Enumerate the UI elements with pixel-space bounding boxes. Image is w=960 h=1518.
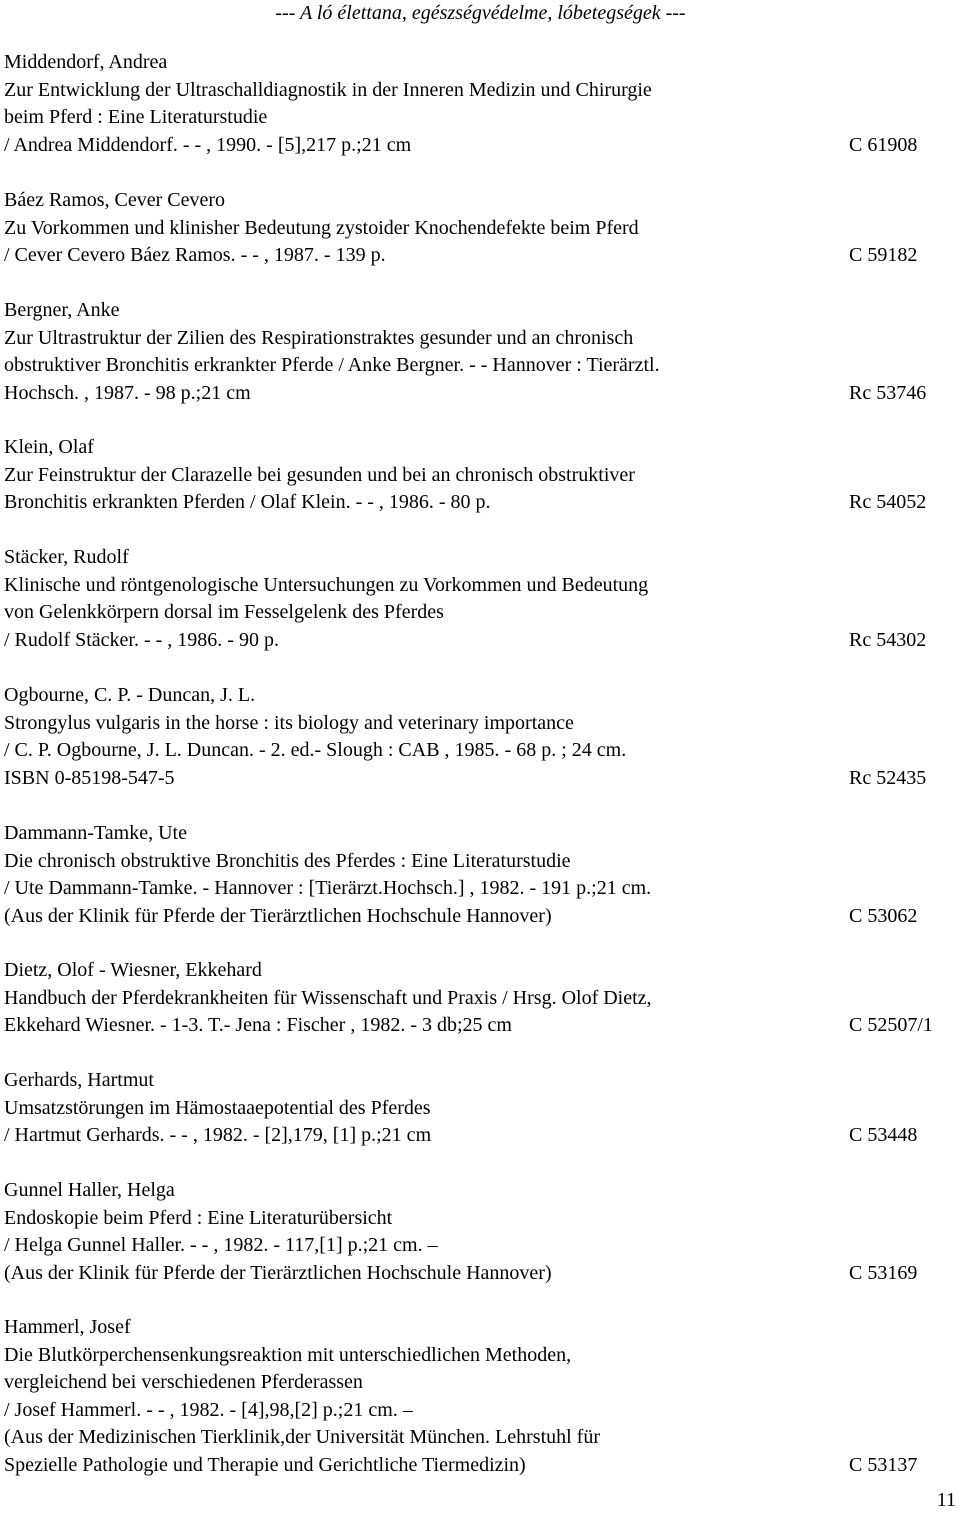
- entry-line-text: Stäcker, Rudolf: [4, 546, 129, 568]
- entry-line-text: Zur Feinstruktur der Clarazelle bei gesunden und bei an chronisch obstruktiver: [4, 463, 635, 486]
- bibliography-entry: [4, 957, 954, 1040]
- entry-text-line: [4, 1342, 954, 1370]
- call-number: C 53137: [849, 1453, 918, 1476]
- entry-line-text: ISBN 0-85198-547-5: [4, 766, 175, 789]
- bibliography-entry: [4, 434, 954, 517]
- entry-text-line: [4, 1122, 954, 1150]
- call-number: Rc 54052: [849, 491, 927, 513]
- entry-text-line: [4, 77, 954, 105]
- entry-line-text: Ogbourne, C. P. - Duncan, J. L.: [4, 684, 256, 706]
- entry-text-line: [4, 242, 954, 270]
- entry-line-text: Gerhards, Hartmut: [4, 1069, 154, 1091]
- entry-author: [4, 957, 954, 985]
- entry-author: [4, 434, 954, 462]
- entry-line-text: Die Blutkörperchensenkungsreaktion mit unterschiedlichen Methoden,: [4, 1343, 572, 1366]
- entry-author: [4, 49, 954, 77]
- entry-text-line: [4, 627, 954, 655]
- entry-text-line: [4, 325, 954, 353]
- entry-text-line: [4, 1260, 954, 1288]
- bibliography-entry: [4, 1314, 954, 1479]
- entry-text-line: [4, 1397, 954, 1425]
- entry-text-line: [4, 875, 954, 903]
- entry-line-text: Spezielle Pathologie und Therapie und Gerichtliche Tiermedizin): [4, 1453, 526, 1476]
- entry-text-line: [4, 132, 954, 160]
- entry-line-text: / Josef Hammerl. - - , 1982. - [4],98,[2] p.;21 cm. –: [4, 1398, 413, 1421]
- entry-line-text: (Aus der Klinik für Pferde der Tierärztlichen Hochschule Hannover): [4, 904, 552, 927]
- call-number: C 53062: [849, 904, 918, 927]
- bibliography-entry: [4, 544, 954, 654]
- entry-text-line: [4, 1369, 954, 1397]
- entry-line-text: Endoskopie beim Pferd : Eine Literaturübersicht: [4, 1206, 393, 1229]
- call-number: Rc 53746: [849, 381, 927, 404]
- call-number: Rc 54302: [849, 628, 927, 651]
- entry-line-text: (Aus der Klinik für Pferde der Tierärztlichen Hochschule Hannover): [4, 1261, 552, 1284]
- entry-text-line: [4, 1452, 954, 1480]
- entry-author: [4, 682, 954, 710]
- entry-text-line: [4, 462, 954, 490]
- call-number: C 52507/1: [849, 1014, 933, 1036]
- entry-text-line: [4, 737, 954, 765]
- entry-text-line: [4, 215, 954, 243]
- call-number: Rc 52435: [849, 766, 927, 789]
- entry-line-text: (Aus der Medizinischen Tierklinik,der Universität München. Lehrstuhl für: [4, 1426, 600, 1448]
- call-number: C 53169: [849, 1261, 918, 1284]
- running-header: --- A ló élettana, egészségvédelme, lóbetegségek ---: [275, 2, 686, 24]
- entry-text-line: [4, 848, 954, 876]
- bibliography-entry: [4, 1177, 954, 1287]
- entry-line-text: Bronchitis erkrankten Pferden / Olaf Klein. - - , 1986. - 80 p.: [4, 491, 491, 513]
- entry-line-text: Middendorf, Andrea: [4, 51, 168, 73]
- entry-author: [4, 187, 954, 215]
- entry-text-line: [4, 1095, 954, 1123]
- entry-line-text: Klein, Olaf: [4, 436, 94, 458]
- entry-line-text: Klinische und röntgenologische Untersuchungen zu Vorkommen und Bedeutung: [4, 573, 649, 596]
- entry-text-line: [4, 1424, 954, 1452]
- bibliography-entry: [4, 49, 954, 159]
- entry-line-text: Zu Vorkommen und klinisher Bedeutung zystoider Knochendefekte beim Pferd: [4, 216, 639, 239]
- entry-text-line: [4, 489, 954, 517]
- entry-line-text: Bergner, Anke: [4, 299, 120, 321]
- entry-text-line: [4, 903, 954, 931]
- entry-text-line: [4, 352, 954, 380]
- entry-text-line: [4, 765, 954, 793]
- entry-line-text: Handbuch der Pferdekrankheiten für Wissenschaft und Praxis / Hrsg. Olof Dietz,: [4, 986, 652, 1009]
- entry-text-line: [4, 572, 954, 600]
- entry-text-line: [4, 599, 954, 627]
- entry-line-text: / Cever Cevero Báez Ramos. - - , 1987. - 139 p.: [4, 244, 386, 266]
- entry-line-text: vergleichend bei verschiedenen Pferderassen: [4, 1371, 363, 1393]
- entry-line-text: / C. P. Ogbourne, J. L. Duncan. - 2. ed.- Slough : CAB , 1985. - 68 p. ; 24 cm.: [4, 739, 627, 761]
- entry-line-text: beim Pferd : Eine Literaturstudie: [4, 106, 268, 128]
- bibliography-entry: [4, 682, 954, 792]
- entry-line-text: Báez Ramos, Cever Cevero: [4, 189, 226, 211]
- entry-text-line: [4, 104, 954, 132]
- entry-line-text: Die chronisch obstruktive Bronchitis des Pferdes : Eine Literaturstudie: [4, 849, 571, 872]
- entry-line-text: Strongylus vulgaris in the horse : its biology and veterinary importance: [4, 711, 574, 734]
- call-number: C 53448: [849, 1124, 918, 1146]
- entry-line-text: Dietz, Olof - Wiesner, Ekkehard: [4, 959, 262, 981]
- bibliography-entry: [4, 820, 954, 930]
- entry-line-text: Zur Ultrastruktur der Zilien des Respirationstraktes gesunder und an chronisch: [4, 326, 634, 349]
- page-number: 11: [936, 1489, 956, 1511]
- entry-author: [4, 1314, 954, 1342]
- entry-author: [4, 297, 954, 325]
- bibliography-entry: [4, 297, 954, 407]
- entry-text-line: [4, 710, 954, 738]
- entry-line-text: Dammann-Tamke, Ute: [4, 822, 187, 844]
- entry-line-text: / Rudolf Stäcker. - - , 1986. - 90 p.: [4, 628, 279, 651]
- entry-line-text: / Hartmut Gerhards. - - , 1982. - [2],179, [1] p.;21 cm: [4, 1124, 432, 1146]
- bibliography-entry: [4, 187, 954, 270]
- entry-author: [4, 820, 954, 848]
- entry-author: [4, 1067, 954, 1095]
- entry-line-text: Hochsch. , 1987. - 98 p.;21 cm: [4, 381, 251, 404]
- entry-text-line: [4, 1205, 954, 1233]
- entry-line-text: Hammerl, Josef: [4, 1316, 131, 1338]
- entry-text-line: [4, 1232, 954, 1260]
- entry-author: [4, 544, 954, 572]
- entry-line-text: obstruktiver Bronchitis erkrankter Pferde / Anke Bergner. - - Hannover : Tierärztl.: [4, 354, 660, 376]
- entry-line-text: Gunnel Haller, Helga: [4, 1179, 175, 1201]
- call-number: C 61908: [849, 133, 918, 156]
- entry-text-line: [4, 1012, 954, 1040]
- entry-author: [4, 1177, 954, 1205]
- entry-line-text: Zur Entwicklung der Ultraschalldiagnostik in der Inneren Medizin und Chirurgie: [4, 78, 652, 101]
- entry-line-text: Umsatzstörungen im Hämostaaepotential des Pferdes: [4, 1096, 431, 1119]
- call-number: C 59182: [849, 244, 918, 266]
- entry-text-line: [4, 985, 954, 1013]
- entry-line-text: / Ute Dammann-Tamke. - Hannover : [Tierärzt.Hochsch.] , 1982. - 191 p.;21 cm.: [4, 877, 652, 899]
- entry-line-text: / Helga Gunnel Haller. - - , 1982. - 117,[1] p.;21 cm. –: [4, 1234, 438, 1256]
- entry-text-line: [4, 380, 954, 408]
- entry-line-text: / Andrea Middendorf. - - , 1990. - [5],217 p.;21 cm: [4, 133, 412, 156]
- entry-line-text: Ekkehard Wiesner. - 1-3. T.- Jena : Fischer , 1982. - 3 db;25 cm: [4, 1014, 512, 1036]
- entry-line-text: von Gelenkkörpern dorsal im Fesselgelenk des Pferdes: [4, 601, 444, 623]
- bibliography-entry: [4, 1067, 954, 1150]
